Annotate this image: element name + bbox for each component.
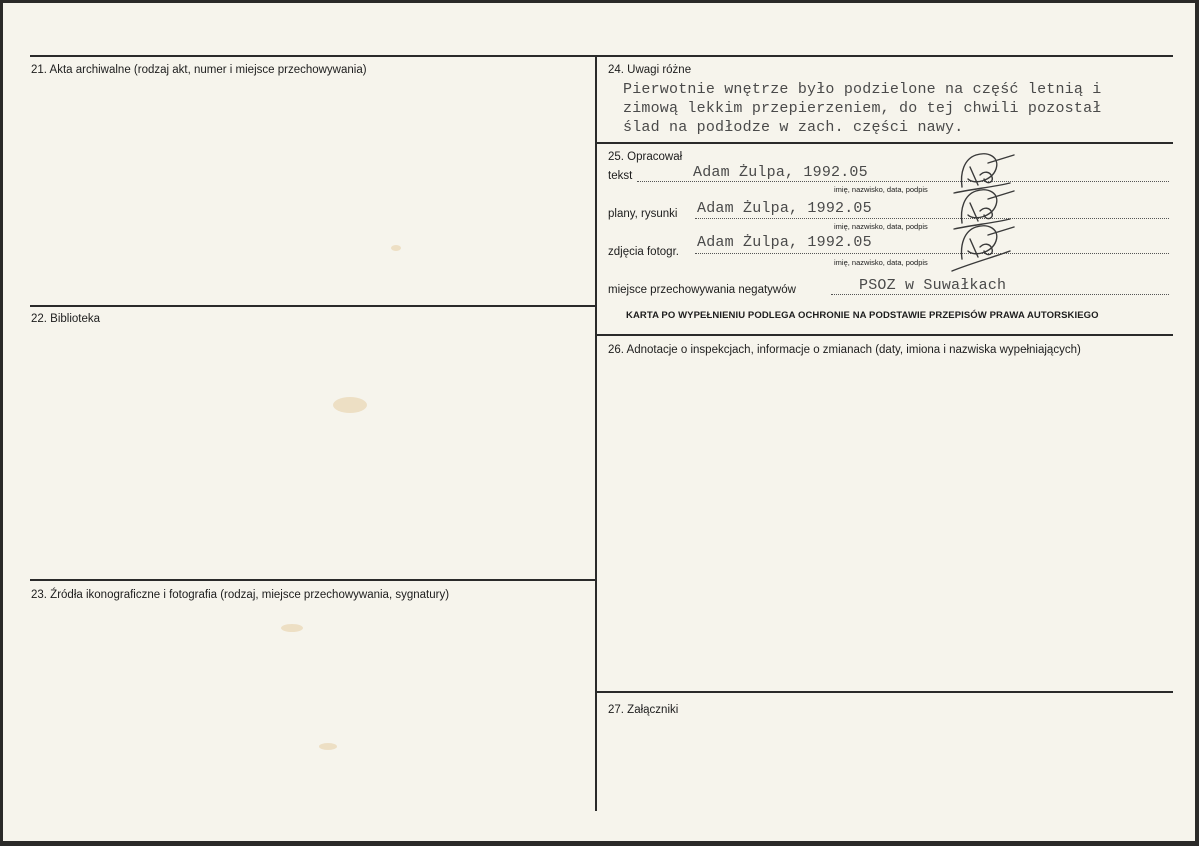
row-plans-dotted-line: [695, 218, 1169, 219]
section-23-label: 23. Źródła ikonograficzne i fotografia (rodzaj, miejsce przechowywania, sygnatury): [31, 589, 450, 601]
row-text-value: Adam Żulpa, 1992.05: [693, 164, 868, 181]
negatives-value: PSOZ w Suwałkach: [859, 277, 1007, 294]
paper-stain: [333, 397, 367, 413]
section-21-label: 21. Akta archiwalne (rodzaj akt, numer i miejsce przechowywania): [31, 64, 367, 76]
row-text-label: tekst: [608, 170, 633, 182]
row-text-caption: imię, nazwisko, data, podpis: [834, 185, 928, 194]
remarks-line-1: Pierwotnie wnętrze było podzielone na część letnią i: [623, 81, 1102, 98]
signature-photos: [948, 221, 1018, 273]
top-rule: [30, 55, 1173, 57]
row-photos-caption: imię, nazwisko, data, podpis: [834, 258, 928, 267]
section-24-label: 24. Uwagi różne: [608, 64, 692, 76]
negatives-dotted-line: [831, 294, 1169, 295]
column-divider: [595, 56, 597, 811]
remarks-line-2: zimową lekkim przepierzeniem, do tej chwili pozostał: [623, 100, 1102, 117]
rule-21-22: [30, 305, 596, 307]
row-photos-label: zdjęcia fotogr.: [608, 246, 679, 258]
paper-stain: [319, 743, 337, 750]
paper-stain: [391, 245, 401, 251]
rule-24-25: [597, 142, 1173, 144]
section-27-label: 27. Załączniki: [608, 704, 679, 716]
rule-25-26: [597, 334, 1173, 336]
paper-stain: [281, 624, 303, 632]
row-plans-value: Adam Żulpa, 1992.05: [697, 200, 872, 217]
section-25-label: 25. Opracował: [608, 151, 683, 163]
row-photos-value: Adam Żulpa, 1992.05: [697, 234, 872, 251]
negatives-label: miejsce przechowywania negatywów: [608, 284, 796, 296]
rule-26-27: [597, 691, 1173, 693]
rule-22-23: [30, 579, 596, 581]
row-plans-caption: imię, nazwisko, data, podpis: [834, 222, 928, 231]
row-plans-label: plany, rysunki: [608, 208, 678, 220]
row-text-dotted-line: [637, 181, 1169, 182]
row-photos-dotted-line: [695, 253, 1169, 254]
record-card-sheet: [3, 3, 1195, 841]
copyright-notice: KARTA PO WYPEŁNIENIU PODLEGA OCHRONIE NA PODSTAWIE PRZEPISÓW PRAWA AUTORSKIEGO: [626, 310, 1099, 321]
section-22-label: 22. Biblioteka: [31, 313, 101, 325]
remarks-line-3: ślad na podłodze w zach. części nawy.: [623, 119, 964, 136]
section-26-label: 26. Adnotacje o inspekcjach, informacje o zmianach (daty, imiona i nazwiska wypełniających): [608, 344, 1081, 356]
